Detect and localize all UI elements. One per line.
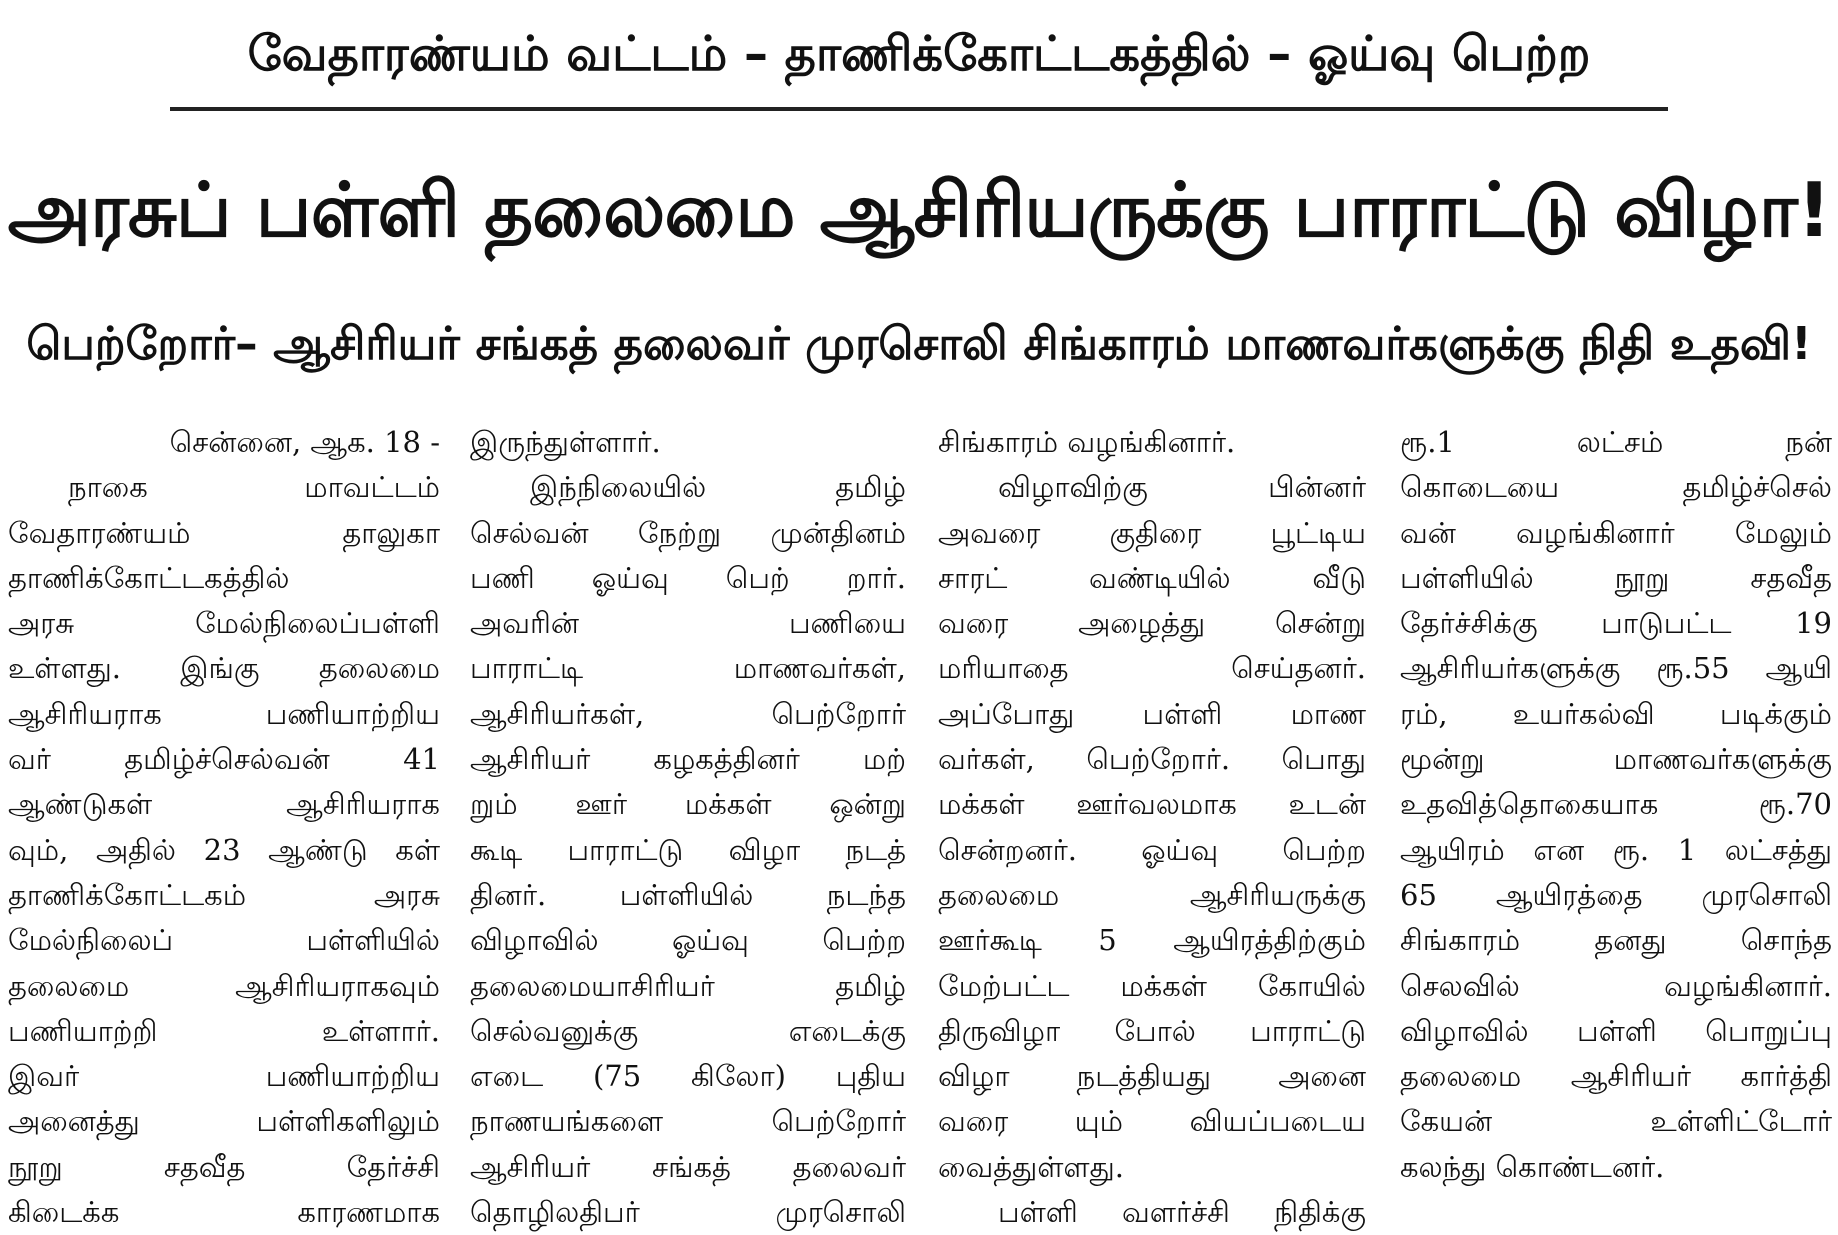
column-line: அவரின் பணியை	[470, 606, 906, 641]
column-line: மூன்று மாணவர்களுக்கு	[1400, 742, 1832, 777]
article-column-1	[8, 420, 440, 1230]
column-line: கிடைக்க காரணமாக	[8, 1195, 440, 1230]
column-line: வரை அழைத்து சென்று	[938, 606, 1366, 641]
column-line: வன் வழங்கினார் மேலும்	[1400, 515, 1832, 550]
kicker-headline: வேதாரண்யம் வட்டம் – தாணிக்கோட்டகத்தில் – ஓய்வு பெற்ற	[247, 26, 1591, 82]
column-line: றும் ஊர் மக்கள் ஒன்று	[470, 787, 906, 822]
column-line: உதவித்தொகையாக ரூ.70	[1400, 787, 1832, 822]
column-line: அப்போது பள்ளி மாண	[938, 696, 1366, 731]
column-line: பாராட்டி மாணவர்கள்,	[470, 651, 906, 686]
column-line: ஆசிரியராக பணியாற்றிய	[8, 696, 440, 731]
column-line: வைத்துள்ளது.	[938, 1149, 1124, 1184]
column-line: திருவிழா போல் பாராட்டு	[938, 1013, 1366, 1048]
column-line: விழாவில் பள்ளி பொறுப்பு	[1400, 1013, 1832, 1048]
column-line: இந்நிலையில் தமிழ்	[530, 470, 906, 505]
column-line: தேர்ச்சிக்கு பாடுபட்ட 19	[1400, 606, 1832, 641]
article-column-2	[470, 420, 906, 1230]
column-line: செல்வனுக்கு எடைக்கு	[470, 1013, 906, 1048]
column-line: ஆசிரியர்களுக்கு ரூ.55 ஆயி	[1400, 651, 1832, 686]
sub-headline: பெற்றோர்– ஆசிரியர் சங்கத் தலைவர் முரசொலி சிங்காரம் மாணவர்களுக்கு நிதி உதவி!	[26, 317, 1812, 370]
column-line: கலந்து கொண்டனர்.	[1400, 1149, 1665, 1184]
column-line: மேல்நிலைப் பள்ளியில்	[8, 923, 440, 958]
column-line: பணியாற்றி உள்ளார்.	[8, 1013, 440, 1048]
column-line: ஊர்கூடி 5 ஆயிரத்திற்கும்	[938, 923, 1366, 958]
column-line: கூடி பாராட்டு விழா நடத்	[470, 832, 906, 867]
column-line: மரியாதை செய்தனர்.	[938, 651, 1366, 686]
column-line: வர் தமிழ்ச்செல்வன் 41	[8, 742, 440, 777]
column-line: மக்கள் ஊர்வலமாக உடன்	[938, 787, 1366, 822]
column-line: வர்கள், பெற்றோர். பொது	[938, 742, 1366, 777]
column-line: அரசு மேல்நிலைப்பள்ளி	[8, 606, 440, 641]
column-line: தலைமை ஆசிரியர் கார்த்தி	[1400, 1059, 1832, 1094]
column-line: தலைமை ஆசிரியராகவும்	[8, 968, 440, 1003]
column-line: விழாவிற்கு பின்னர்	[998, 470, 1366, 505]
article-column-4	[1400, 420, 1832, 1184]
column-line: ஆண்டுகள் ஆசிரியராக	[8, 787, 440, 822]
column-line: வேதாரண்யம் தாலுகா	[8, 515, 440, 550]
column-line: ரூ.1 லட்சம் நன்	[1400, 425, 1832, 459]
column-line: தலைமையாசிரியர் தமிழ்	[470, 968, 906, 1003]
column-line: நாணயங்களை பெற்றோர்	[470, 1104, 906, 1139]
column-line: பள்ளியில் நூறு சதவீத	[1400, 560, 1832, 595]
column-line: வரை யும் வியப்படைய	[938, 1104, 1366, 1139]
column-line: அவரை குதிரை பூட்டிய	[938, 515, 1366, 550]
column-line: தினர். பள்ளியில் நடந்த	[470, 877, 906, 912]
column-line: செல்வன் நேற்று முன்தினம்	[470, 515, 906, 550]
column-line: விழா நடத்தியது அனை	[938, 1059, 1366, 1094]
column-line: நாகை மாவட்டம்	[68, 470, 440, 505]
column-line: சாரட் வண்டியில் வீடு	[938, 560, 1366, 595]
column-line: ஆசிரியர்கள், பெற்றோர்	[470, 696, 906, 731]
column-line: எடை (75 கிலோ) புதிய	[470, 1059, 906, 1094]
article-column-3	[938, 420, 1366, 1230]
column-line: மேற்பட்ட மக்கள் கோயில்	[938, 968, 1366, 1003]
column-line: செலவில் வழங்கினார்.	[1400, 968, 1832, 1003]
column-line: 65 ஆயிரத்தை முரசொலி	[1400, 877, 1832, 912]
column-line: தலைமை ஆசிரியருக்கு	[938, 877, 1366, 912]
column-line: பள்ளி வளர்ச்சி நிதிக்கு	[998, 1195, 1366, 1230]
column-line: பணி ஓய்வு பெற் றார்.	[470, 560, 906, 595]
column-line: கேயன் உள்ளிட்டோர்	[1400, 1104, 1832, 1139]
column-line: சிங்காரம் தனது சொந்த	[1400, 923, 1832, 958]
column-line: சென்றனர். ஓய்வு பெற்ற	[938, 832, 1366, 867]
column-line: தொழிலதிபர் முரசொலி	[470, 1195, 906, 1230]
column-line: ஆசிரியர் கழகத்தினர் மற்	[470, 742, 906, 777]
column-line: சென்னை, ஆக. 18 -	[169, 425, 440, 459]
column-line: ரம், உயர்கல்வி படிக்கும்	[1400, 696, 1832, 731]
kicker-divider	[170, 107, 1668, 111]
main-headline: அரசுப் பள்ளி தலைமை ஆசிரியருக்கு பாராட்டு விழா!	[7, 166, 1831, 254]
article-body	[0, 420, 1838, 1230]
column-line: வும், அதில் 23 ஆண்டு கள்	[8, 832, 440, 867]
column-line: கொடையை தமிழ்ச்செல்	[1400, 470, 1832, 505]
column-line: சிங்காரம் வழங்கினார்.	[938, 425, 1236, 459]
column-line: உள்ளது. இங்கு தலைமை	[8, 651, 440, 686]
column-line: தாணிக்கோட்டகம் அரசு	[8, 877, 440, 912]
column-line: அனைத்து பள்ளிகளிலும்	[8, 1104, 440, 1139]
column-line: நூறு சதவீத தேர்ச்சி	[8, 1149, 440, 1184]
column-line: தாணிக்கோட்டகத்தில்	[8, 560, 290, 595]
column-line: இவர் பணியாற்றிய	[8, 1059, 440, 1094]
column-line: இருந்துள்ளார்.	[470, 425, 661, 459]
column-line: ஆயிரம் என ரூ. 1 லட்சத்து	[1400, 832, 1832, 867]
column-line: ஆசிரியர் சங்கத் தலைவர்	[470, 1149, 906, 1184]
column-line: விழாவில் ஓய்வு பெற்ற	[470, 923, 906, 958]
